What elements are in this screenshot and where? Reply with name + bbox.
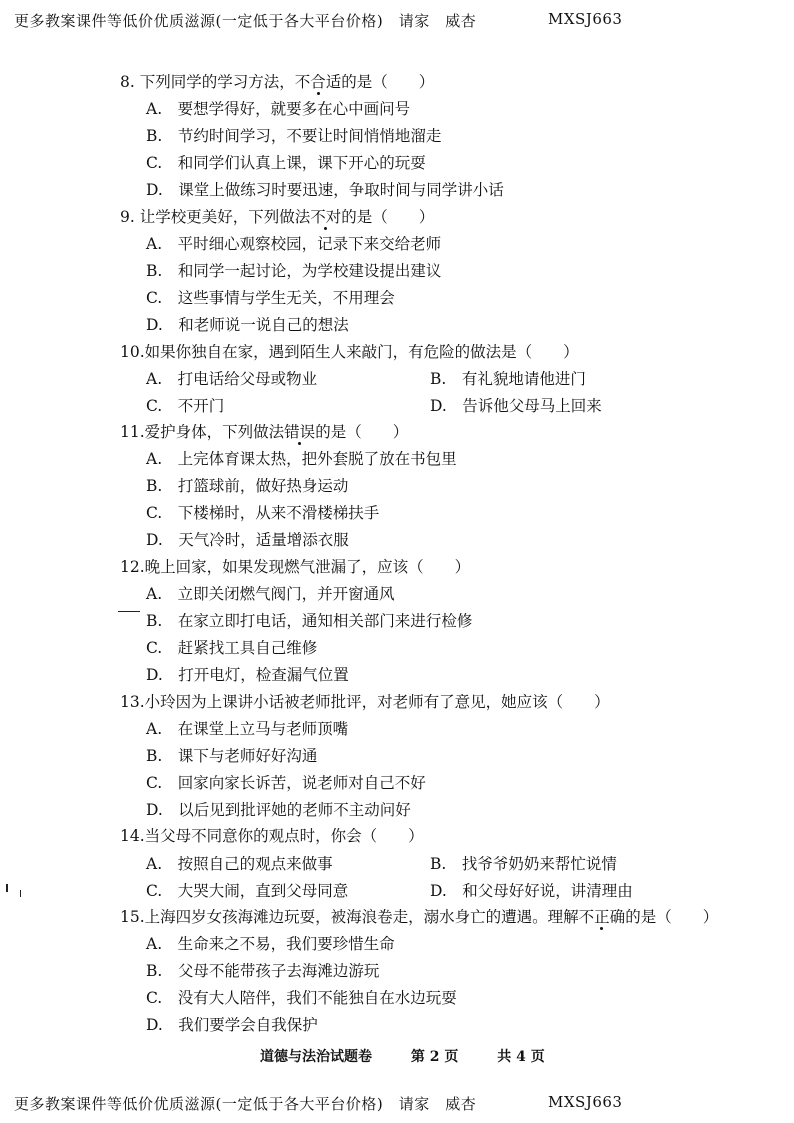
page-footer: [260, 1046, 579, 1066]
emphasis-text: 不合适: [294, 73, 342, 91]
question-12: 12.晚上回家，如果发现燃气泄漏了，应该（ ）: [120, 558, 471, 576]
option-8b: B. 节约时间学习，不要让时间悄悄地溜走: [146, 127, 442, 145]
option-13b: B. 课下与老师好好沟通: [146, 747, 318, 765]
banner-text: 更多教案课件等低价优质滋源(一定低于各大平台价格) 请家 威杏: [14, 1095, 477, 1113]
option-11a: A. 上完体育课太热，把外套脱了放在书包里: [146, 450, 457, 468]
question-9: 9. 让学校更美好，下列做法不对的是（ ）: [120, 208, 435, 226]
footer-total: 共 4 页: [497, 1049, 545, 1065]
option-15b: B. 父母不能带孩子去海滩边游玩: [146, 962, 380, 980]
option-9a: A. 平时细心观察校园，记录下来交给老师: [146, 235, 442, 253]
emphasis-text: 不正确: [578, 908, 626, 926]
footer-page: 第 2 页: [410, 1049, 459, 1065]
option-12a: A. 立即关闭燃气阀门，并开窗通风: [146, 585, 395, 603]
option-8c: C. 和同学们认真上课，课下开心的玩耍: [146, 154, 426, 172]
question-13: 13.小玲因为上课讲小话被老师批评，对老师有了意见，她应该（ ）: [120, 693, 610, 711]
question-14: 14.当父母不同意你的观点时，你会（ ）: [120, 827, 424, 845]
option-11b: B. 打篮球前，做好热身运动: [146, 477, 349, 495]
question-10: 10.如果你独自在家，遇到陌生人来敲门，有危险的做法是（ ）: [120, 343, 579, 361]
option-10d: D. 告诉他父母马上回来: [430, 397, 602, 415]
scan-mark: [6, 884, 8, 892]
option-9c: C. 这些事情与学生无关，不用理会: [146, 289, 395, 307]
option-14c: C. 大哭大闹，直到父母同意: [146, 882, 349, 900]
option-8d: D. 课堂上做练习时要迅速，争取时间与同学讲小话: [146, 181, 504, 199]
option-13d: D. 以后见到批评她的老师不主动问好: [146, 801, 411, 819]
question-15: 15.上海四岁女孩海滩边玩耍，被海浪卷走，溺水身亡的遭遇。理解不正确的是（ ）: [120, 908, 719, 926]
option-13a: A. 在课堂上立马与老师顶嘴: [146, 720, 349, 738]
banner-text: 更多教案课件等低价优质滋源(一定低于各大平台价格) 请家 威杏: [14, 12, 477, 30]
option-12c: C. 赶紧找工具自己维修: [146, 639, 318, 657]
scan-mark: [20, 890, 21, 897]
question-11: 11.爱护身体，下列做法错误的是（ ）: [120, 423, 409, 441]
bottom-banner: [14, 1093, 623, 1114]
option-12d: D. 打开电灯，检查漏气位置: [146, 666, 349, 684]
option-15c: C. 没有大人陪伴，我们不能独自在水边玩耍: [146, 989, 457, 1007]
question-8: 8. 下列同学的学习方法，不合适的是（ ）: [120, 73, 435, 91]
footer-title: 道德与法治试题卷: [260, 1049, 372, 1065]
banner-code: MXSJ663: [548, 10, 623, 28]
top-banner: [14, 10, 623, 31]
option-11c: C. 下楼梯时，从来不滑楼梯扶手: [146, 504, 380, 522]
banner-code: MXSJ663: [548, 1093, 623, 1111]
emphasis-text: 不对: [310, 208, 342, 226]
option-15d: D. 我们要学会自我保护: [146, 1016, 318, 1034]
option-14b: B. 找爷爷奶奶来帮忙说情: [430, 855, 617, 873]
option-13c: C. 回家向家长诉苦，说老师对自己不好: [146, 774, 426, 792]
option-9d: D. 和老师说一说自己的想法: [146, 316, 349, 334]
emphasis-text: 错误: [284, 423, 316, 441]
option-10b: B. 有礼貌地请他进门: [430, 370, 586, 388]
option-12b: B. 在家立即打电话，通知相关部门来进行检修: [146, 612, 473, 630]
option-14a: A. 按照自己的观点来做事: [146, 855, 333, 873]
scan-mark: [118, 611, 140, 612]
option-8a: A. 要想学得好，就要多在心中画问号: [146, 100, 411, 118]
option-15a: A. 生命来之不易，我们要珍惜生命: [146, 935, 395, 953]
option-10c: C. 不开门: [146, 397, 225, 415]
option-11d: D. 天气冷时，适量增添衣服: [146, 531, 349, 549]
option-9b: B. 和同学一起讨论，为学校建设提出建议: [146, 262, 442, 280]
option-10a: A. 打电话给父母或物业: [146, 370, 318, 388]
option-14d: D. 和父母好好说，讲清理由: [430, 882, 633, 900]
